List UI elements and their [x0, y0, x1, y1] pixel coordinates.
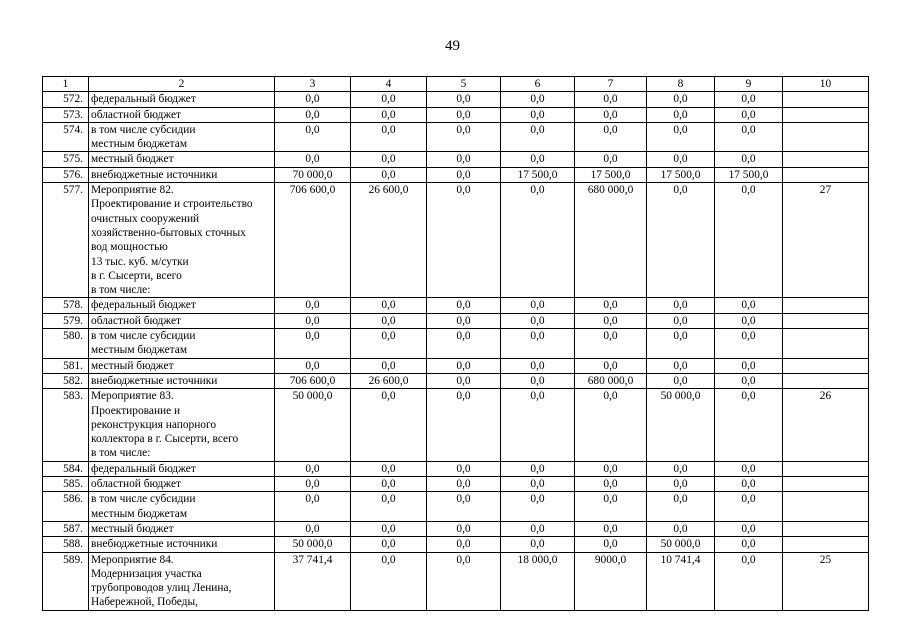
row-value: 0,0 [647, 313, 715, 328]
row-value: 0,0 [351, 107, 427, 122]
row-target [783, 152, 869, 167]
row-value: 0,0 [275, 358, 351, 373]
row-value: 17 500,0 [575, 167, 647, 182]
row-target [783, 537, 869, 552]
column-header: 7 [575, 77, 647, 92]
row-target [783, 298, 869, 313]
row-value: 0,0 [647, 329, 715, 359]
row-value: 26 600,0 [351, 373, 427, 388]
row-value: 0,0 [351, 537, 427, 552]
row-number: 587. [43, 521, 89, 536]
row-value: 0,0 [647, 107, 715, 122]
row-value: 0,0 [351, 152, 427, 167]
row-value: 0,0 [575, 492, 647, 522]
row-value: 0,0 [715, 537, 783, 552]
row-target: 26 [783, 389, 869, 461]
row-number: 576. [43, 167, 89, 182]
row-number: 575. [43, 152, 89, 167]
row-name: внебюджетные источники [89, 373, 275, 388]
row-value: 0,0 [501, 183, 575, 298]
row-value: 0,0 [351, 313, 427, 328]
row-value: 0,0 [715, 461, 783, 476]
row-target [783, 92, 869, 107]
row-number: 573. [43, 107, 89, 122]
table-row [43, 152, 869, 167]
row-value: 0,0 [575, 329, 647, 359]
column-header: 8 [647, 77, 715, 92]
row-name: областной бюджет [89, 313, 275, 328]
row-value: 50 000,0 [647, 389, 715, 461]
row-value: 0,0 [275, 152, 351, 167]
row-value: 0,0 [647, 183, 715, 298]
row-value: 0,0 [501, 537, 575, 552]
table-row [43, 461, 869, 476]
row-value: 0,0 [427, 461, 501, 476]
row-value: 0,0 [715, 373, 783, 388]
row-value: 0,0 [501, 373, 575, 388]
row-number: 580. [43, 329, 89, 359]
row-value: 0,0 [351, 298, 427, 313]
column-header: 6 [501, 77, 575, 92]
row-name: местный бюджет [89, 358, 275, 373]
row-value: 0,0 [715, 389, 783, 461]
row-value: 0,0 [427, 152, 501, 167]
row-number: 583. [43, 389, 89, 461]
row-value: 0,0 [715, 358, 783, 373]
row-value: 0,0 [501, 477, 575, 492]
table-row [43, 492, 869, 522]
row-value: 50 000,0 [275, 389, 351, 461]
row-value: 50 000,0 [275, 537, 351, 552]
table-row [43, 552, 869, 610]
row-value: 0,0 [501, 521, 575, 536]
row-value: 0,0 [647, 152, 715, 167]
row-value: 0,0 [715, 122, 783, 152]
row-value: 18 000,0 [501, 552, 575, 610]
row-name: Мероприятие 84. Модернизация участка трубопроводов улиц Ленина, Набережной, Победы, [89, 552, 275, 610]
row-value: 706 600,0 [275, 183, 351, 298]
row-value: 0,0 [427, 298, 501, 313]
row-number: 586. [43, 492, 89, 522]
row-value: 0,0 [427, 389, 501, 461]
row-value: 37 741,4 [275, 552, 351, 610]
row-value: 17 500,0 [715, 167, 783, 182]
row-value: 0,0 [275, 107, 351, 122]
row-value: 0,0 [351, 92, 427, 107]
row-name: внебюджетные источники [89, 537, 275, 552]
row-name: местный бюджет [89, 521, 275, 536]
table-row [43, 329, 869, 359]
row-value: 0,0 [427, 552, 501, 610]
table-row [43, 389, 869, 461]
table-row [43, 298, 869, 313]
row-value: 680 000,0 [575, 183, 647, 298]
row-value: 0,0 [575, 313, 647, 328]
row-target [783, 329, 869, 359]
row-value: 0,0 [427, 373, 501, 388]
row-number: 581. [43, 358, 89, 373]
table-row [43, 537, 869, 552]
row-name: в том числе субсидии местным бюджетам [89, 492, 275, 522]
table-row [43, 358, 869, 373]
row-value: 0,0 [427, 521, 501, 536]
row-value: 0,0 [351, 329, 427, 359]
row-value: 0,0 [647, 461, 715, 476]
row-value: 0,0 [275, 92, 351, 107]
budget-table [42, 76, 869, 611]
row-name: местный бюджет [89, 152, 275, 167]
column-header: 9 [715, 77, 783, 92]
row-name: федеральный бюджет [89, 92, 275, 107]
row-value: 50 000,0 [647, 537, 715, 552]
page-number: 49 [445, 38, 460, 54]
row-value: 0,0 [351, 461, 427, 476]
row-value: 0,0 [715, 521, 783, 536]
row-value: 0,0 [715, 107, 783, 122]
table-row [43, 92, 869, 107]
row-value: 0,0 [715, 183, 783, 298]
row-value: 0,0 [715, 298, 783, 313]
table-row [43, 521, 869, 536]
row-number: 577. [43, 183, 89, 298]
table-row [43, 183, 869, 298]
row-value: 0,0 [427, 492, 501, 522]
row-value: 9000,0 [575, 552, 647, 610]
row-value: 10 741,4 [647, 552, 715, 610]
row-value: 0,0 [351, 358, 427, 373]
row-value: 0,0 [715, 329, 783, 359]
row-value: 0,0 [575, 122, 647, 152]
row-value: 0,0 [501, 152, 575, 167]
table-body [43, 77, 869, 611]
row-value: 0,0 [427, 122, 501, 152]
row-target [783, 461, 869, 476]
row-value: 0,0 [715, 552, 783, 610]
row-value: 17 500,0 [501, 167, 575, 182]
row-value: 0,0 [575, 389, 647, 461]
header-row [43, 77, 869, 92]
row-value: 0,0 [501, 313, 575, 328]
row-value: 0,0 [275, 521, 351, 536]
row-target: 27 [783, 183, 869, 298]
row-value: 0,0 [575, 107, 647, 122]
row-value: 0,0 [427, 329, 501, 359]
column-header: 4 [351, 77, 427, 92]
row-value: 0,0 [501, 461, 575, 476]
row-number: 579. [43, 313, 89, 328]
row-number: 585. [43, 477, 89, 492]
row-value: 0,0 [647, 92, 715, 107]
column-header: 1 [43, 77, 89, 92]
row-number: 578. [43, 298, 89, 313]
row-value: 0,0 [575, 461, 647, 476]
row-value: 0,0 [501, 329, 575, 359]
row-value: 0,0 [501, 358, 575, 373]
column-header: 2 [89, 77, 275, 92]
row-value: 0,0 [427, 92, 501, 107]
table-row [43, 122, 869, 152]
row-number: 588. [43, 537, 89, 552]
row-value: 0,0 [501, 389, 575, 461]
row-value: 0,0 [501, 492, 575, 522]
row-value: 0,0 [715, 92, 783, 107]
row-value: 0,0 [351, 492, 427, 522]
row-value: 0,0 [427, 477, 501, 492]
row-value: 0,0 [575, 477, 647, 492]
column-header: 10 [783, 77, 869, 92]
row-name: областной бюджет [89, 477, 275, 492]
table-row [43, 373, 869, 388]
row-target [783, 492, 869, 522]
row-value: 0,0 [275, 477, 351, 492]
row-number: 572. [43, 92, 89, 107]
table-row [43, 477, 869, 492]
row-value: 0,0 [647, 373, 715, 388]
row-value: 0,0 [427, 183, 501, 298]
row-value: 0,0 [275, 329, 351, 359]
row-value: 0,0 [647, 358, 715, 373]
table-row [43, 167, 869, 182]
row-value: 0,0 [351, 521, 427, 536]
row-value: 0,0 [427, 313, 501, 328]
row-value: 0,0 [351, 552, 427, 610]
row-value: 0,0 [275, 313, 351, 328]
row-name: Мероприятие 82. Проектирование и строительство очистных сооружений хозяйственно-бытовых сточных вод мощностью 13 тыс. куб. м/сутки в г. Сысерти, всего в том числе: [89, 183, 275, 298]
row-value: 0,0 [647, 521, 715, 536]
row-target [783, 313, 869, 328]
row-name: внебюджетные источники [89, 167, 275, 182]
row-number: 584. [43, 461, 89, 476]
row-target: 25 [783, 552, 869, 610]
row-value: 0,0 [575, 298, 647, 313]
row-target [783, 107, 869, 122]
row-value: 26 600,0 [351, 183, 427, 298]
row-value: 0,0 [351, 477, 427, 492]
row-number: 589. [43, 552, 89, 610]
row-value: 0,0 [647, 122, 715, 152]
row-value: 70 000,0 [275, 167, 351, 182]
row-value: 0,0 [575, 152, 647, 167]
row-target [783, 477, 869, 492]
row-name: Мероприятие 83. Проектирование и реконструкция напорного коллектора в г. Сысерти, всего в том числе: [89, 389, 275, 461]
row-value: 0,0 [575, 92, 647, 107]
row-number: 582. [43, 373, 89, 388]
row-value: 0,0 [647, 477, 715, 492]
row-value: 0,0 [351, 389, 427, 461]
row-value: 706 600,0 [275, 373, 351, 388]
row-value: 0,0 [427, 167, 501, 182]
row-value: 0,0 [575, 358, 647, 373]
row-value: 680 000,0 [575, 373, 647, 388]
row-value: 17 500,0 [647, 167, 715, 182]
row-value: 0,0 [647, 298, 715, 313]
row-target [783, 521, 869, 536]
row-value: 0,0 [575, 537, 647, 552]
row-value: 0,0 [715, 152, 783, 167]
row-target [783, 373, 869, 388]
column-header: 5 [427, 77, 501, 92]
row-target [783, 358, 869, 373]
row-name: в том числе субсидии местным бюджетам [89, 122, 275, 152]
row-value: 0,0 [647, 492, 715, 522]
row-value: 0,0 [427, 107, 501, 122]
row-name: в том числе субсидии местным бюджетам [89, 329, 275, 359]
row-value: 0,0 [275, 122, 351, 152]
row-value: 0,0 [427, 537, 501, 552]
table-row [43, 313, 869, 328]
row-value: 0,0 [501, 122, 575, 152]
row-value: 0,0 [501, 107, 575, 122]
row-value: 0,0 [575, 521, 647, 536]
row-value: 0,0 [275, 492, 351, 522]
row-value: 0,0 [501, 92, 575, 107]
table-row [43, 107, 869, 122]
row-number: 574. [43, 122, 89, 152]
row-value: 0,0 [715, 492, 783, 522]
row-target [783, 167, 869, 182]
row-value: 0,0 [427, 358, 501, 373]
column-header: 3 [275, 77, 351, 92]
row-value: 0,0 [351, 122, 427, 152]
row-value: 0,0 [715, 477, 783, 492]
row-value: 0,0 [275, 298, 351, 313]
row-name: областной бюджет [89, 107, 275, 122]
row-value: 0,0 [351, 167, 427, 182]
row-target [783, 122, 869, 152]
row-value: 0,0 [715, 313, 783, 328]
row-value: 0,0 [501, 298, 575, 313]
row-value: 0,0 [275, 461, 351, 476]
row-name: федеральный бюджет [89, 461, 275, 476]
row-name: федеральный бюджет [89, 298, 275, 313]
